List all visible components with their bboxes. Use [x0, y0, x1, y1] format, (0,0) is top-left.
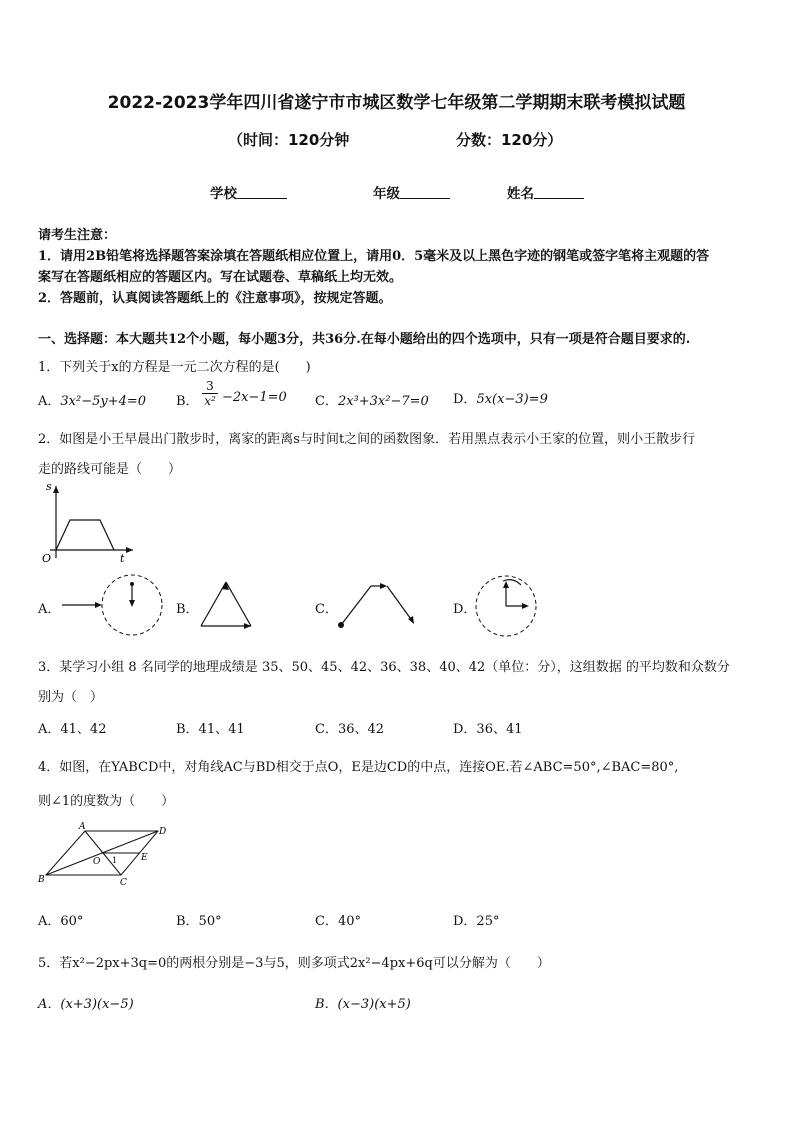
q3-option-d: D．36、41	[453, 722, 523, 737]
q5-stem: 5．若x²−2px+3q=0的两根分别是−3与5，则多项式2x²−4px+6q可以分解为（ ）	[38, 956, 550, 971]
notes-heading: 请考生注意：	[38, 228, 117, 243]
q2-option-b-label: B．	[176, 602, 199, 617]
grade-field	[373, 182, 450, 202]
q3-stem-line1: 3．某学习小组 8 名同学的地理成绩是 35、50、45、42、36、38、40、42（单位：分），这组数据 的平均数和众数分	[38, 660, 730, 675]
q2-axis-o: O	[42, 552, 52, 565]
q2-graph	[38, 480, 138, 565]
q1-stem: 1．下列关于x的方程是一元二次方程的是( )	[38, 360, 311, 375]
svg-text:B: B	[38, 875, 45, 885]
name-blank	[534, 186, 584, 199]
name-field	[507, 182, 584, 202]
q4-option-c: C．40°	[315, 914, 361, 929]
svg-text:A: A	[79, 822, 86, 832]
q2-axis-s: s	[46, 480, 52, 493]
exam-time: （时间：120分钟	[228, 131, 350, 149]
q2-option-d-figure	[473, 573, 539, 639]
q5-option-a: A．(x+3)(x−5)	[38, 997, 134, 1012]
svg-text:C: C	[120, 878, 127, 888]
page-title: 2022-2023学年四川省遂宁市市城区数学七年级第二学期期末联考模拟试题	[107, 93, 686, 113]
section-heading: 一、选择题：本大题共12个小题，每小题3分，共36分.在每小题给出的四个选项中，只有一项是符合题目要求的.	[38, 332, 691, 347]
q4-stem-line2: 则∠1的度数为（ ）	[38, 794, 175, 809]
svg-text:O: O	[93, 857, 101, 867]
q2-option-d-label: D．	[453, 602, 477, 617]
q1-option-b-fraction: 3 x²	[202, 379, 218, 408]
q2-axis-t: t	[120, 552, 125, 565]
svg-text:E: E	[141, 853, 148, 863]
q4-parallelogram-figure	[36, 820, 171, 890]
svg-text:1: 1	[112, 856, 118, 865]
notes-line1a: 1．请用2B铅笔将选择题答案涂填在答题纸相应位置上，请用0．5毫米及以上黑色字迹的钢笔或签字笔将主观题的答	[38, 249, 710, 264]
q5-option-b: B．(x−3)(x+5)	[315, 997, 411, 1012]
q2-option-a-label: A．	[38, 602, 61, 617]
notes-line2: 2．答题前，认真阅读答题纸上的《注意事项》，按规定答题。	[38, 291, 392, 306]
q4-option-a: A．60°	[38, 914, 84, 929]
notes-line1b: 案写在答题纸相应的答题区内。写在试题卷、草稿纸上均无效。	[38, 270, 403, 285]
grade-blank	[400, 186, 450, 199]
q2-stem-line2: 走的路线可能是（ ）	[38, 462, 182, 477]
q1-option-b: B．	[176, 394, 199, 409]
q2-option-c-label: C．	[315, 602, 338, 617]
q2-stem-line1: 2．如图是小王早晨出门散步时，离家的距离s与时间t之间的函数图象．若用黑点表示小王家的位置，则小王散步行	[38, 432, 696, 447]
school-blank	[237, 186, 287, 199]
q1-option-b-rest: −2x−1=0	[222, 390, 287, 405]
name-label: 姓名	[507, 186, 534, 202]
exam-score: 分数：120分）	[456, 131, 563, 149]
grade-label: 年级	[373, 186, 400, 202]
q3-stem-line2: 别为（ ）	[38, 690, 104, 705]
q2-option-a-figure	[60, 572, 172, 638]
q4-option-d: D．25°	[453, 914, 500, 929]
q3-option-b: B．41、41	[176, 722, 245, 737]
q2-option-b-figure	[196, 578, 256, 633]
q4-stem-line1: 4．如图，在YABCD中，对角线AC与BD相交于点O，E是边CD的中点，连接OE.若∠ABC=50°,∠BAC=80°,	[38, 760, 679, 775]
q3-option-a: A．41、42	[38, 722, 107, 737]
school-field	[210, 182, 287, 202]
q1-option-c: C．2x³+3x²−7=0	[315, 394, 429, 409]
school-label: 学校	[210, 186, 237, 202]
q2-option-c-figure	[335, 578, 420, 633]
q1-option-d: D．5x(x−3)=9	[453, 392, 548, 407]
svg-text:D: D	[159, 827, 167, 837]
q3-option-c: C．36、42	[315, 722, 385, 737]
q1-option-a: A．3x²−5y+4=0	[38, 394, 147, 409]
q4-option-b: B．50°	[176, 914, 222, 929]
